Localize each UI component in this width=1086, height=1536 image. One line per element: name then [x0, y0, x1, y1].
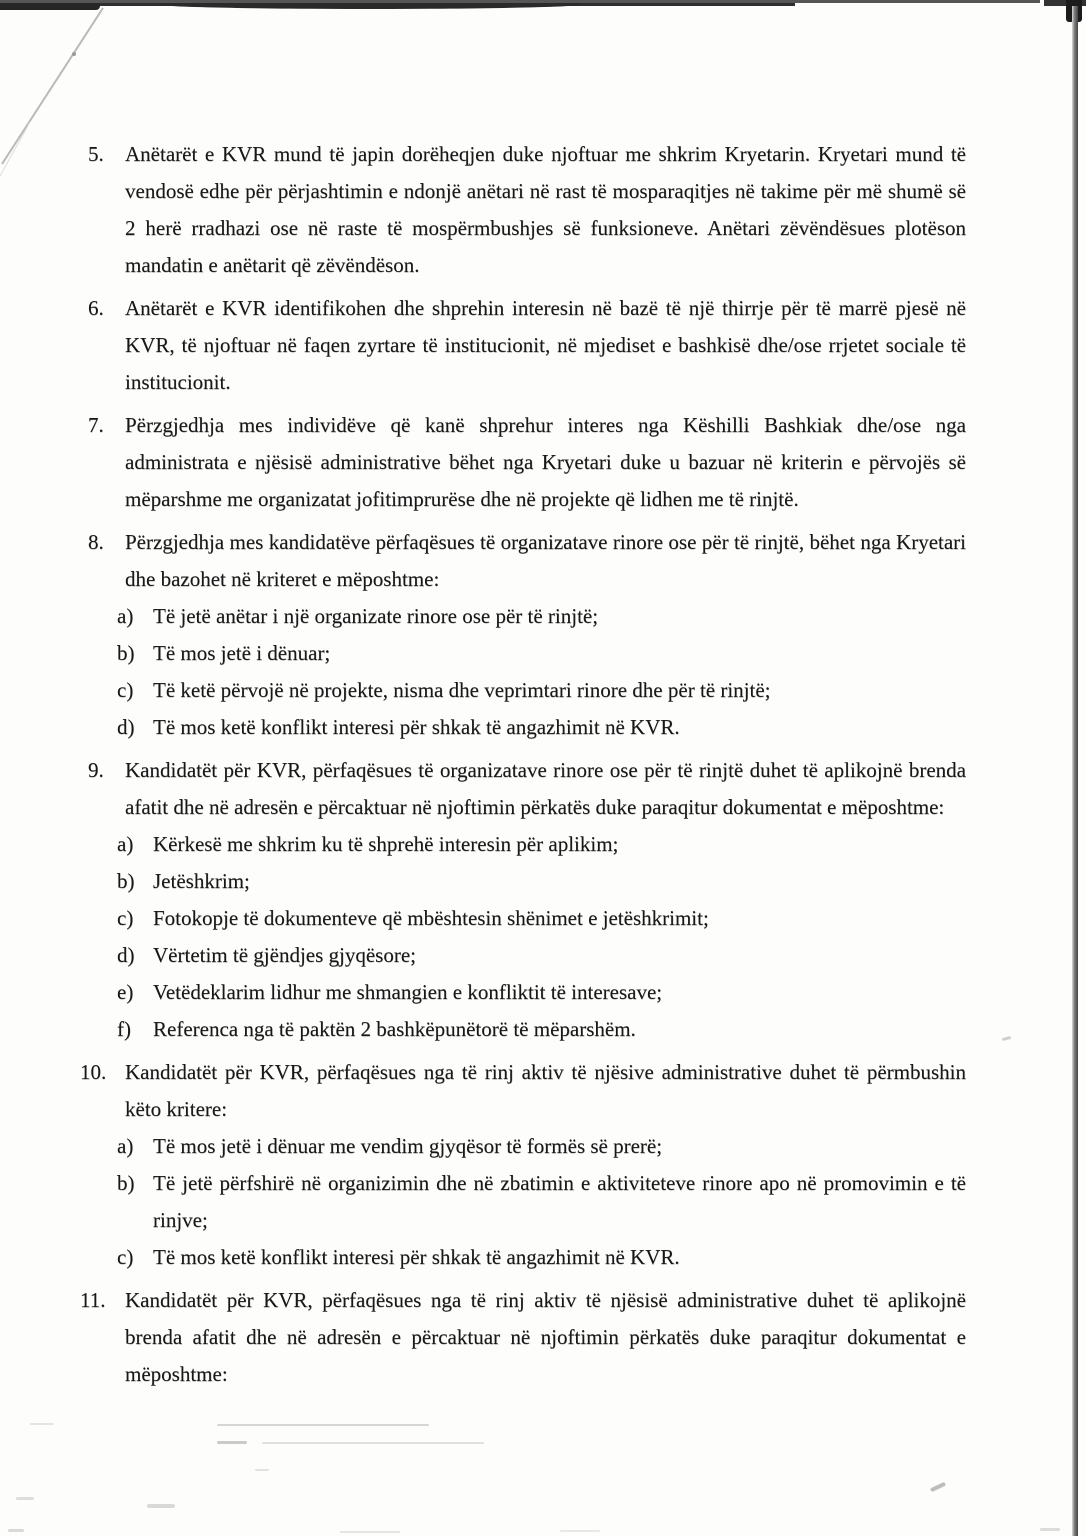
item-number: 7.	[88, 413, 104, 437]
scan-smudge	[1002, 1036, 1011, 1041]
scan-right-edge-line	[1072, 6, 1078, 1536]
item-number: 8.	[88, 530, 104, 554]
sub-item-letter: d)	[117, 715, 135, 739]
sub-item	[117, 826, 966, 863]
list-item	[88, 136, 966, 284]
scan-smudge	[560, 1530, 600, 1532]
sub-item	[117, 1165, 966, 1239]
sub-item-text: Vërtetim të gjëndjes gjyqësore;	[153, 943, 417, 967]
sub-item-letter: a)	[117, 1134, 134, 1158]
sub-item-letter: c)	[117, 678, 134, 702]
sub-item-text: Të mos jetë i dënuar;	[153, 641, 331, 665]
scan-smudge	[147, 1504, 175, 1508]
scan-smudge	[1040, 1528, 1060, 1531]
item-number: 11.	[80, 1288, 106, 1312]
scan-smudge	[340, 1531, 400, 1533]
scan-crease-line	[0, 0, 130, 190]
list-item	[88, 752, 966, 1048]
scan-smudge	[930, 1482, 946, 1492]
sub-item	[117, 635, 966, 672]
scan-smudge	[217, 1424, 429, 1426]
list-item	[88, 407, 966, 518]
list-item	[88, 524, 966, 746]
sub-item-text: Të mos ketë konflikt interesi për shkak të angazhimit në KVR.	[153, 1245, 680, 1269]
sub-item	[117, 1011, 966, 1048]
sub-item-text: Vetëdeklarim lidhur me shmangien e konfliktit të interesave;	[153, 980, 663, 1004]
sub-item-letter: a)	[117, 832, 134, 856]
item-number: 10.	[80, 1060, 107, 1084]
sub-item	[117, 863, 966, 900]
sub-item-letter: c)	[117, 1245, 134, 1269]
sub-list	[117, 826, 966, 1048]
sub-item-text: Kërkesë me shkrim ku të shprehë interesin për aplikim;	[153, 832, 619, 856]
sub-item-text: Të jetë përfshirë në organizimin dhe në zbatimin e aktiviteteve rinore apo në promovimin e të rinjve;	[153, 1171, 966, 1232]
sub-item-text: Referenca nga të paktën 2 bashkëpunëtorë të mëparshëm.	[153, 1017, 636, 1041]
sub-item-text: Jetëshkrim;	[153, 869, 250, 893]
list-item	[80, 1282, 966, 1393]
document-list	[80, 136, 966, 1399]
sub-item-text: Të jetë anëtar i një organizate rinore ose për të rinjtë;	[153, 604, 599, 628]
sub-item-letter: b)	[117, 641, 135, 665]
sub-item-text: Fotokopje të dokumenteve që mbështesin shënimet e jetëshkrimit;	[153, 906, 709, 930]
sub-list	[117, 1128, 966, 1276]
scan-smudge	[217, 1441, 247, 1444]
sub-item	[117, 598, 966, 635]
sub-item	[117, 709, 966, 746]
sub-item-letter: e)	[117, 980, 134, 1004]
sub-item-text: Të ketë përvojë në projekte, nisma dhe veprimtari rinore dhe për të rinjtë;	[153, 678, 771, 702]
scan-smudge	[262, 1442, 484, 1444]
list-item	[88, 290, 966, 401]
sub-item	[117, 937, 966, 974]
item-text: Përzgjedhja mes kandidatëve përfaqësues të organizatave rinore ose për të rinjtë, bëhet nga Kryetari dhe bazohet në kriteret e mëposhtme:	[125, 530, 966, 591]
scan-smudge	[255, 1469, 269, 1471]
scan-smudge	[16, 1497, 34, 1500]
sub-item	[117, 974, 966, 1011]
sub-item-letter: b)	[117, 1171, 135, 1195]
item-number: 6.	[88, 296, 104, 320]
sub-item-letter: d)	[117, 943, 135, 967]
item-number: 9.	[88, 758, 104, 782]
item-text: Kandidatët për KVR, përfaqësues nga të rinj aktiv të njësive administrative duhet të përmbushin këto kritere:	[125, 1060, 966, 1121]
sub-item-letter: b)	[117, 869, 135, 893]
sub-item-letter: a)	[117, 604, 134, 628]
list-item	[80, 1054, 966, 1276]
scan-top-edge-line	[0, 0, 1040, 3]
sub-list	[117, 598, 966, 746]
sub-item	[117, 1239, 966, 1276]
item-number: 5.	[88, 142, 104, 166]
item-text: Anëtarët e KVR identifikohen dhe shprehin interesin në bazë të një thirrje për të marrë pjesë në KVR, të njoftuar në faqen zyrtare të institucionit, në mjediset e bashkisë dhe/ose rrjetet sociale të institucionit.	[125, 296, 966, 394]
item-text: Kandidatët për KVR, përfaqësues nga të rinj aktiv të njësisë administrative duhet të aplikojnë brenda afatit dhe në adresën e përcaktuar në njoftimin përkatës duke paraqitur dokumentat e mëposhtme:	[125, 1288, 966, 1386]
sub-item-text: Të mos ketë konflikt interesi për shkak të angazhimit në KVR.	[153, 715, 680, 739]
sub-item-text: Të mos jetë i dënuar me vendim gjyqësor të formës së prerë;	[153, 1134, 663, 1158]
scan-smudge	[8, 1529, 24, 1532]
item-text: Kandidatët për KVR, përfaqësues të organizatave rinore ose për të rinjtë duhet të aplikojnë brenda afatit dhe në adresën e përcaktuar në njoftimin përkatës duke paraqitur dokumentat e mëposhtme:	[125, 758, 966, 819]
item-text: Anëtarët e KVR mund të japin dorëheqjen duke njoftuar me shkrim Kryetarin. Kryetari mund të vendosë edhe për përjashtimin e ndonjë anëtari në rast të mosparaqitjes në takime për më shumë së 2 herë rradhazi ose në raste të mospërmbushjes së funksioneve. Anëtari zëvëndësues plotëson mandatin e anëtarit që zëvëndëson.	[125, 142, 966, 277]
sub-item	[117, 900, 966, 937]
sub-item	[117, 672, 966, 709]
item-text: Përzgjedhja mes individëve që kanë shprehur interes nga Këshilli Bashkiak dhe/ose nga administrata e njësisë administrative bëhet nga Kryetari duke u bazuar në kriterin e përvojës së mëparshme me organizatat jofitimprurëse dhe në projekte që lidhen me të rinjtë.	[125, 413, 966, 511]
sub-item	[117, 1128, 966, 1165]
scan-smudge	[30, 1423, 54, 1425]
sub-item-letter: c)	[117, 906, 134, 930]
sub-item-letter: f)	[117, 1017, 131, 1041]
